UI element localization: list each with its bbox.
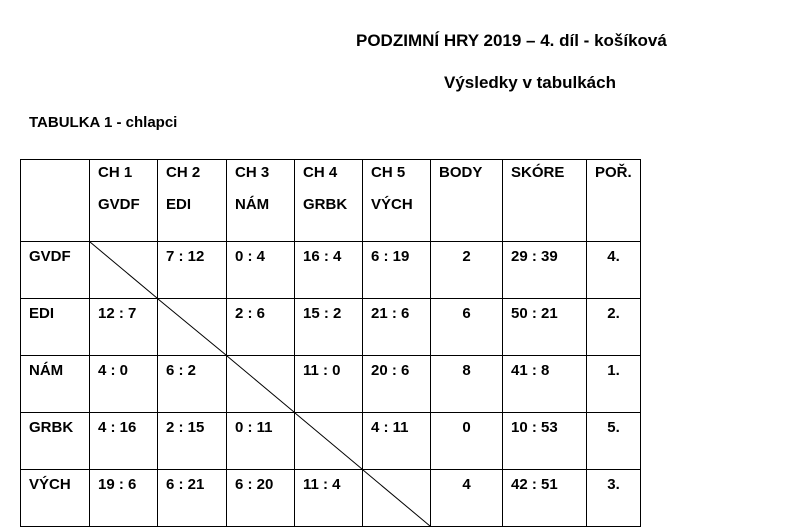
diagonal-line <box>227 356 294 412</box>
column-header-skore: SKÓRE <box>503 160 587 242</box>
match-score: 2 : 6 <box>227 299 295 356</box>
score-value: 50 : 21 <box>503 299 587 356</box>
team-name: VÝCH <box>21 470 90 527</box>
match-score: 7 : 12 <box>158 242 227 299</box>
points-value: 8 <box>431 356 503 413</box>
diagonal-empty-cell <box>227 356 295 413</box>
match-score: 11 : 0 <box>295 356 363 413</box>
rank-value: 5. <box>587 413 641 470</box>
table-row <box>21 356 641 413</box>
diagonal-line <box>158 299 226 355</box>
diagonal-line <box>363 470 430 526</box>
match-score: 16 : 4 <box>295 242 363 299</box>
match-score: 6 : 21 <box>158 470 227 527</box>
score-value: 29 : 39 <box>503 242 587 299</box>
table-label: TABULKA 1 - chlapci <box>29 114 178 131</box>
team-name: GVDF <box>21 242 90 299</box>
score-value: 42 : 51 <box>503 470 587 527</box>
match-score: 19 : 6 <box>90 470 158 527</box>
diagonal-line <box>295 413 362 469</box>
column-header-ch1: CH 1 GVDF <box>90 160 158 242</box>
document-title: PODZIMNÍ HRY 2019 – 4. díl - košíková <box>356 31 667 50</box>
score-value: 10 : 53 <box>503 413 587 470</box>
diagonal-empty-cell <box>295 413 363 470</box>
match-score: 11 : 4 <box>295 470 363 527</box>
points-value: 2 <box>431 242 503 299</box>
diagonal-line <box>90 242 157 298</box>
score-value: 41 : 8 <box>503 356 587 413</box>
column-header-ch5: CH 5 VÝCH <box>363 160 431 242</box>
team-name: NÁM <box>21 356 90 413</box>
column-header-ch2: CH 2 EDI <box>158 160 227 242</box>
results-table <box>20 159 641 527</box>
points-value: 6 <box>431 299 503 356</box>
points-value: 4 <box>431 470 503 527</box>
table-row <box>21 299 641 356</box>
column-header-body: BODY <box>431 160 503 242</box>
points-value: 0 <box>431 413 503 470</box>
rank-value: 3. <box>587 470 641 527</box>
rank-value: 2. <box>587 299 641 356</box>
diagonal-empty-cell <box>90 242 158 299</box>
match-score: 12 : 7 <box>90 299 158 356</box>
match-score: 20 : 6 <box>363 356 431 413</box>
match-score: 15 : 2 <box>295 299 363 356</box>
match-score: 6 : 19 <box>363 242 431 299</box>
rank-value: 1. <box>587 356 641 413</box>
table-row <box>21 413 641 470</box>
rank-value: 4. <box>587 242 641 299</box>
diagonal-empty-cell <box>158 299 227 356</box>
table-row <box>21 242 641 299</box>
table-row <box>21 470 641 527</box>
team-name: GRBK <box>21 413 90 470</box>
match-score: 6 : 20 <box>227 470 295 527</box>
document-subtitle: Výsledky v tabulkách <box>444 73 616 92</box>
column-header-ch3: CH 3 NÁM <box>227 160 295 242</box>
match-score: 2 : 15 <box>158 413 227 470</box>
diagonal-empty-cell <box>363 470 431 527</box>
corner-cell <box>21 160 90 242</box>
match-score: 6 : 2 <box>158 356 227 413</box>
match-score: 4 : 11 <box>363 413 431 470</box>
match-score: 4 : 16 <box>90 413 158 470</box>
header-row <box>21 160 641 242</box>
match-score: 0 : 4 <box>227 242 295 299</box>
match-score: 4 : 0 <box>90 356 158 413</box>
team-name: EDI <box>21 299 90 356</box>
match-score: 21 : 6 <box>363 299 431 356</box>
match-score: 0 : 11 <box>227 413 295 470</box>
column-header-poradi: POŘ. <box>587 160 641 242</box>
column-header-ch4: CH 4 GRBK <box>295 160 363 242</box>
